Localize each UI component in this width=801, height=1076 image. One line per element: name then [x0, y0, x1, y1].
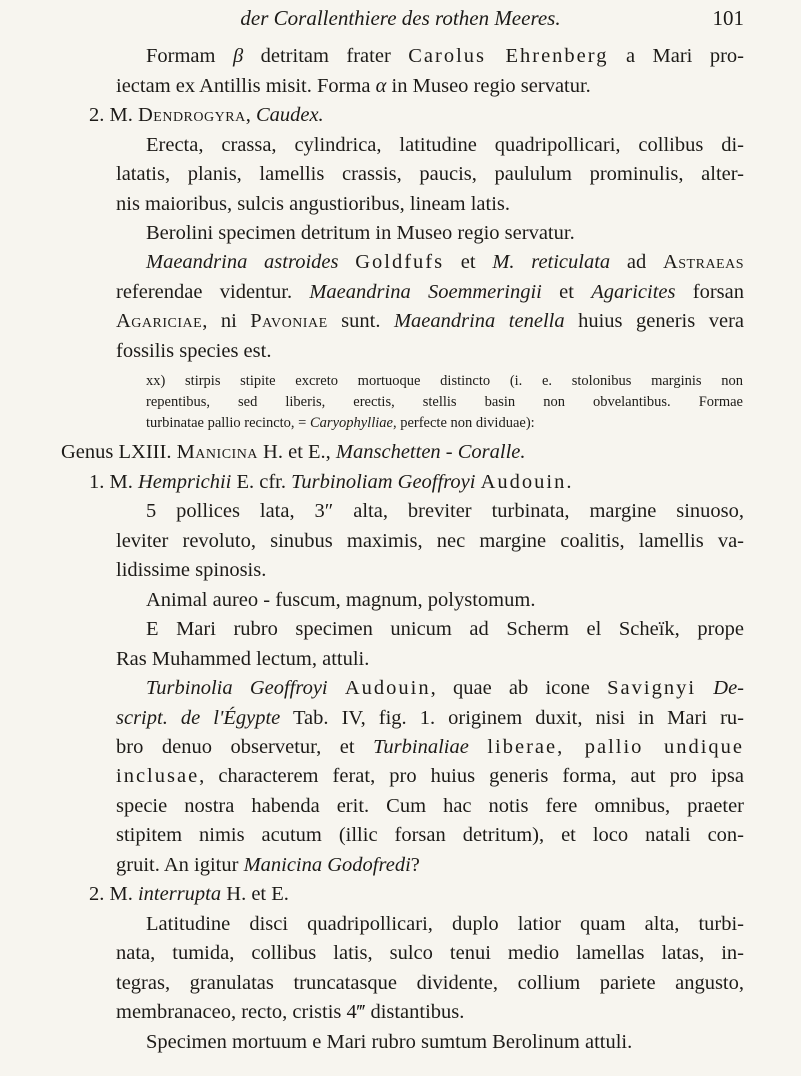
text-line: membranaceo, recto, cristis 4‴ distantibus. [116, 1001, 465, 1023]
text-line: Latitudine disci quadripollicari, duplo latior quam alta, turbi- [146, 913, 744, 935]
text-line: 5 pollices lata, 3″ alta, breviter turbinata, margine sinuoso, [146, 500, 744, 522]
footnote-line: repentibus, sed liberis, erectis, stellis basin non obvelantibus. Formae [146, 394, 743, 410]
text-line: tegras, granulatas truncatasque dividente, collium pariete angusto, [116, 972, 744, 994]
text-line: nata, tumida, collibus latis, sulco tenui medio lamellas latas, in- [116, 942, 744, 964]
running-title: der Corallenthiere des rothen Meeres. [240, 6, 561, 30]
text-line: E Mari rubro specimen unicum ad Scherm el Scheïk, prope [146, 618, 744, 640]
genus-heading: Genus LXIII. Manicina H. et E., Manschetten - Coralle. [61, 441, 526, 463]
species-heading: 2. M. interrupta H. et E. [89, 883, 289, 905]
text-line: Animal aureo - fuscum, magnum, polystomum. [146, 589, 536, 611]
species-heading: 1. M. Hemprichii E. cfr. Turbinoliam Geoffroyi Audouin. [89, 471, 574, 493]
text-line: Erecta, crassa, cylindrica, latitudine quadripollicari, collibus di- [146, 134, 744, 156]
text-line: leviter revoluto, sinubus maximis, nec margine coalitis, lamellis va- [116, 530, 744, 552]
text-line: Formam β detritam frater Carolus Ehrenberg a Mari pro- [146, 45, 745, 67]
text-line: script. de l'Égypte Tab. IV, fig. 1. originem duxit, nisi in Mari ru- [116, 707, 744, 729]
text-line: iectam ex Antillis misit. Forma α in Museo regio servatur. [116, 75, 591, 97]
text-line: lidissime spinosis. [116, 559, 267, 581]
text-line: specie nostra habenda erit. Cum hac notis fere omnibus, praeter [116, 795, 744, 817]
text-line: Ras Muhammed lectum, attuli. [116, 648, 370, 670]
page-number: 101 [712, 6, 744, 30]
text-line: bro denuo observetur, et Turbinaliae liberae, pallio undique [116, 736, 744, 758]
text-line: nis maioribus, sulcis angustioribus, lineam latis. [116, 193, 511, 215]
footnote-line: turbinatae pallio recincto, = Caryophylliae, perfecte non dividuae): [146, 415, 535, 431]
text-line: latatis, planis, lamellis crassis, paucis, paululum prominulis, alter- [116, 163, 744, 185]
page-header [0, 0, 801, 40]
text-line: stipitem nimis acutum (illic forsan detritum), et loco natali con- [116, 824, 744, 846]
text-line: Turbinolia Geoffroyi Audouin, quae ab icone Savignyi De- [146, 677, 744, 699]
text-line: referendae videntur. Maeandrina Soemmeringii et Agaricites forsan [116, 281, 744, 303]
species-heading: 2. M. Dendrogyra, Caudex. [89, 104, 324, 126]
text-line: gruit. An igitur Manicina Godofredi? [116, 854, 420, 876]
text-line: Specimen mortuum e Mari rubro sumtum Berolinum attuli. [146, 1031, 633, 1053]
footnote-line: xx) stirpis stipite excreto mortuoque distincto (i. e. stolonibus marginis non [146, 373, 743, 389]
text-line: Agariciae, ni Pavoniae sunt. Maeandrina tenella huius generis vera [116, 310, 744, 332]
text-line: Berolini specimen detritum in Museo regio servatur. [146, 222, 575, 244]
text-line: inclusae, characterem ferat, pro huius generis forma, aut pro ipsa [116, 765, 744, 787]
text-line: fossilis species est. [116, 340, 272, 362]
text-line: Maeandrina astroides Goldfufs et M. reticulata ad Astraeas [146, 251, 745, 273]
